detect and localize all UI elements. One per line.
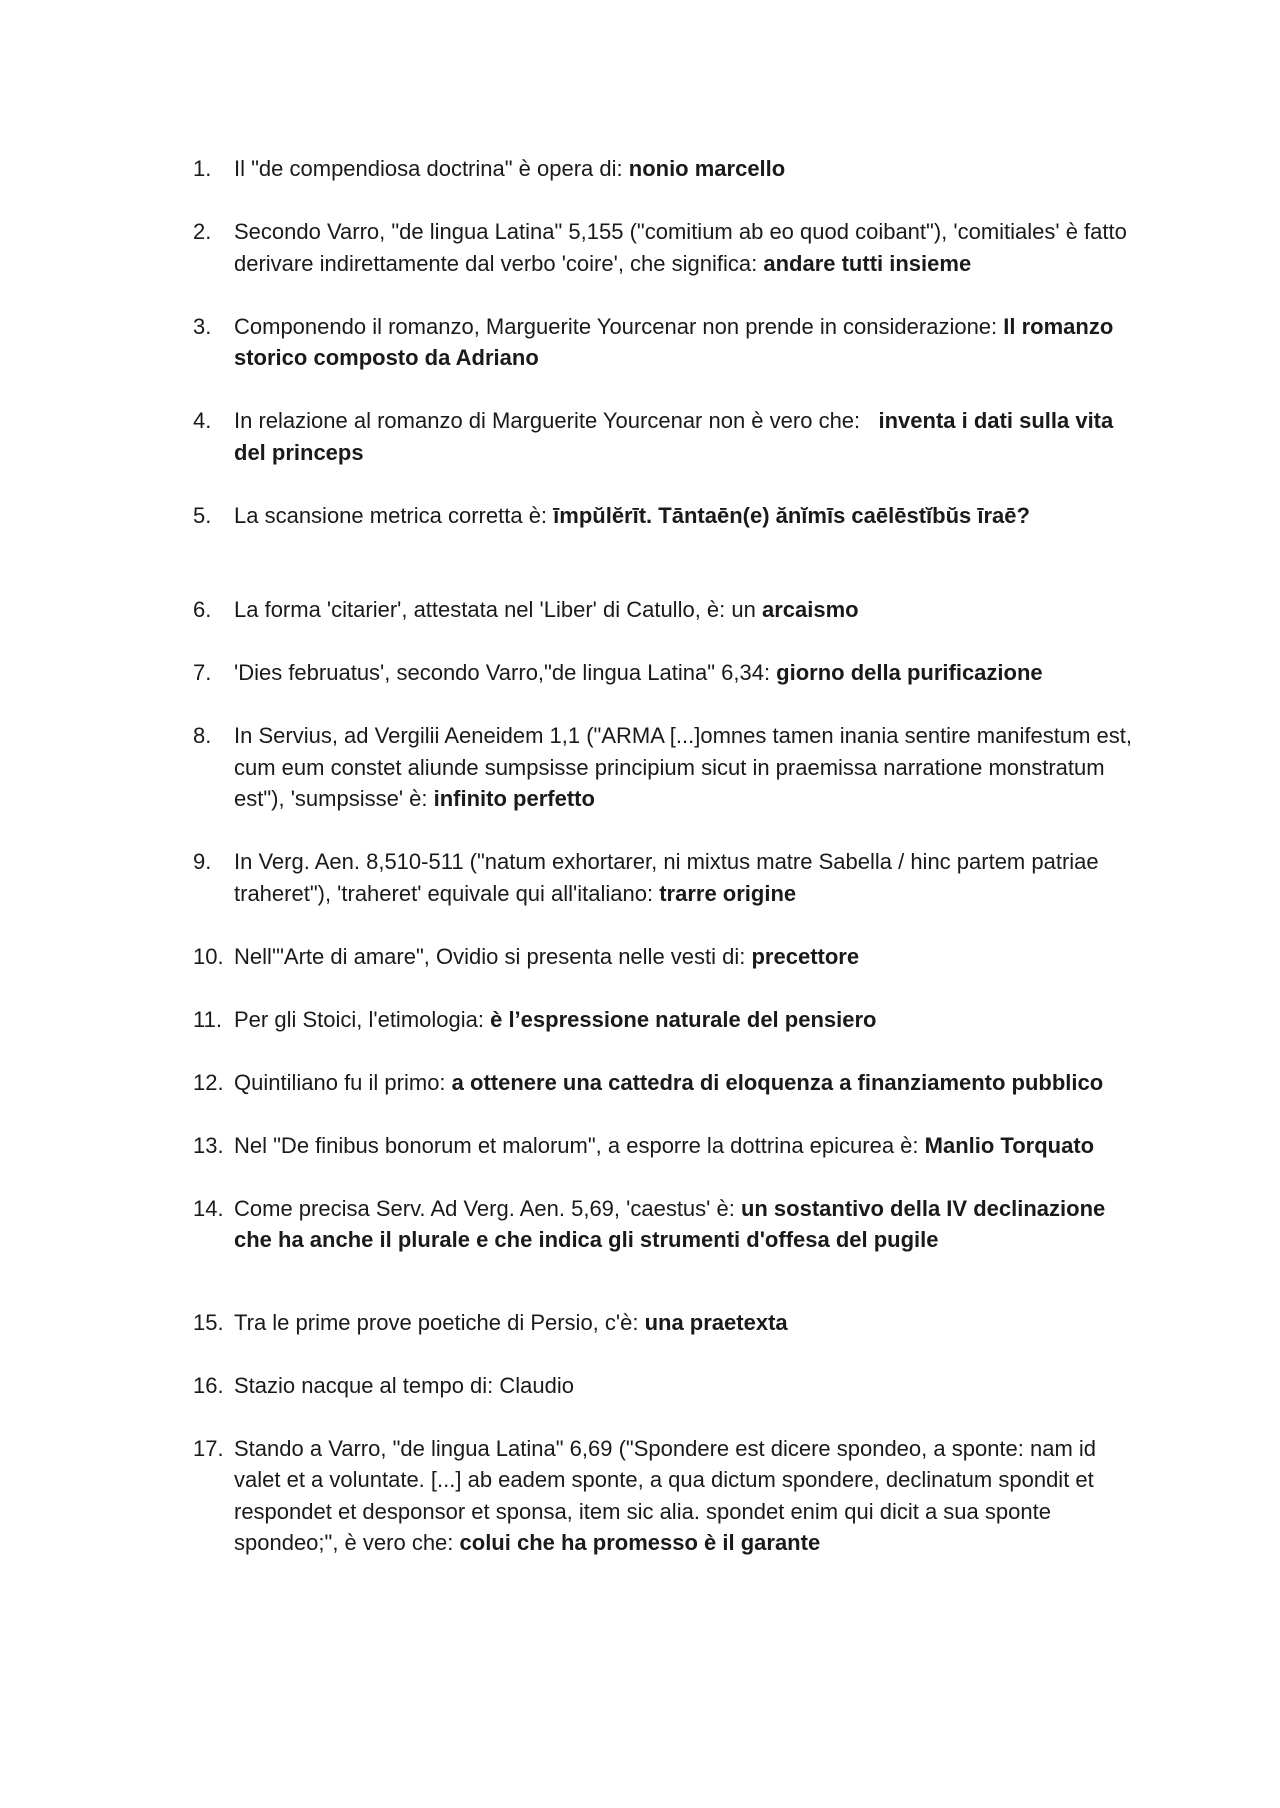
question-text: Secondo Varro, "de lingua Latina" 5,155 ("comitium ab eo quod coibant"), 'comitiales' è fatto derivare indirettamente dal verbo 'coire', che significa:	[234, 219, 1127, 276]
question-item	[193, 1307, 1133, 1339]
question-number: 13.	[193, 1132, 224, 1158]
question-text: Il "de compendiosa doctrina" è opera di:	[234, 156, 629, 181]
question-number: 3.	[193, 313, 212, 339]
question-answer: infinito perfetto	[433, 786, 595, 811]
question-answer: colui che ha promesso è il garante	[459, 1530, 821, 1555]
question-answer: una praetexta	[644, 1309, 788, 1335]
question-answer: inventa i dati sulla vita del princeps	[234, 408, 1114, 465]
question-text: La scansione metrica corretta è:	[234, 502, 554, 528]
question-text: Stando a Varro, "de lingua Latina" 6,69 ("Spondere est dicere spondeo, a sponte: nam id valet et a voluntate. [...] ab eadem sponte, a qua dictum spondere, declinatum spondit et respondet et desponsor et sponsa, item sic alia. spondet enim qui dicit a sua sponte spondeo;", è vero che:	[234, 1435, 1097, 1555]
question-answer: è l’espressione naturale del pensiero	[490, 1006, 877, 1032]
question-item	[193, 405, 1133, 468]
question-number: 14.	[193, 1195, 224, 1221]
question-number: 8.	[193, 723, 212, 748]
question-list	[193, 153, 1133, 1590]
question-item	[193, 594, 1133, 626]
question-text: Come precisa Serv. Ad Verg. Aen. 5,69, 'caestus' è:	[234, 1195, 741, 1221]
question-item	[193, 1004, 1133, 1036]
question-number: 11.	[193, 1006, 222, 1032]
question-item	[193, 1130, 1133, 1162]
question-item	[193, 216, 1133, 279]
question-text: La forma 'citarier', attestata nel 'Liber' di Catullo, è: un	[234, 597, 762, 622]
question-text: In Verg. Aen. 8,510-511 ("natum exhortarer, ni mixtus matre Sabella / hinc partem patriae traheret"), 'traheret' equivale qui all'italiano:	[234, 849, 1099, 906]
question-answer: arcaismo	[761, 597, 859, 622]
question-answer: nonio marcello	[628, 156, 786, 181]
question-number: 2.	[193, 219, 212, 244]
question-number: 12.	[193, 1069, 224, 1095]
question-item	[193, 941, 1133, 973]
question-number: 10.	[193, 943, 224, 969]
question-number: 7.	[193, 660, 212, 685]
question-number: 1.	[193, 156, 212, 181]
question-answer: un sostantivo della IV declinazione che ha anche il plurale e che indica gli strumenti d'offesa del pugile	[234, 1195, 1106, 1252]
question-number: 4.	[193, 408, 212, 433]
question-item	[193, 657, 1133, 689]
question-item	[193, 311, 1133, 374]
question-number: 9.	[193, 849, 212, 874]
question-number: 5.	[193, 502, 212, 528]
question-text: Quintiliano fu il primo:	[234, 1069, 452, 1095]
question-item	[193, 720, 1133, 815]
question-text: Per gli Stoici, l'etimologia:	[234, 1006, 491, 1032]
question-item	[193, 1433, 1133, 1559]
question-item	[193, 1067, 1133, 1099]
question-text: Tra le prime prove poetiche di Persio, c'è:	[234, 1309, 645, 1335]
question-answer: Il romanzo storico composto da Adriano	[234, 313, 1114, 370]
question-answer: precettore	[751, 943, 860, 969]
question-answer: Manlio Torquato	[924, 1132, 1095, 1158]
question-text: In Servius, ad Vergilii Aeneidem 1,1 ("ARMA [...]omnes tamen inania sentire manifestum est, cum eum constet aliunde sumpsisse principium sicut in praemissa narratione monstratum est"), 'sumpsisse' è:	[234, 723, 1133, 811]
question-item	[193, 1370, 1133, 1402]
question-text: Stazio nacque al tempo di: Claudio	[234, 1372, 574, 1398]
question-answer: andare tutti insieme	[763, 250, 972, 276]
question-answer: īmpŭlĕrīt. Tāntaēn(e) ănĭmīs caēlēstĭbŭs īraē?	[553, 502, 1030, 528]
question-number: 6.	[193, 597, 212, 622]
question-item	[193, 500, 1133, 532]
question-text: Componendo il romanzo, Marguerite Yourcenar non prende in considerazione:	[234, 313, 1004, 339]
question-answer: trarre origine	[659, 880, 797, 906]
question-text: Nel "De finibus bonorum et malorum", a esporre la dottrina epicurea è:	[234, 1132, 925, 1158]
question-text: 'Dies februatus', secondo Varro,"de lingua Latina" 6,34:	[234, 660, 777, 685]
question-text: Nell'"Arte di amare", Ovidio si presenta nelle vesti di:	[234, 943, 752, 969]
question-number: 17.	[193, 1435, 224, 1461]
question-number: 16.	[193, 1372, 224, 1398]
question-text: In relazione al romanzo di Marguerite Yourcenar non è vero che:	[234, 408, 879, 433]
question-answer: giorno della purificazione	[776, 660, 1043, 685]
question-answer: a ottenere una cattedra di eloquenza a finanziamento pubblico	[451, 1069, 1104, 1095]
question-item	[193, 1193, 1133, 1256]
question-item	[193, 153, 1133, 185]
question-item	[193, 846, 1133, 909]
question-number: 15.	[193, 1309, 224, 1335]
